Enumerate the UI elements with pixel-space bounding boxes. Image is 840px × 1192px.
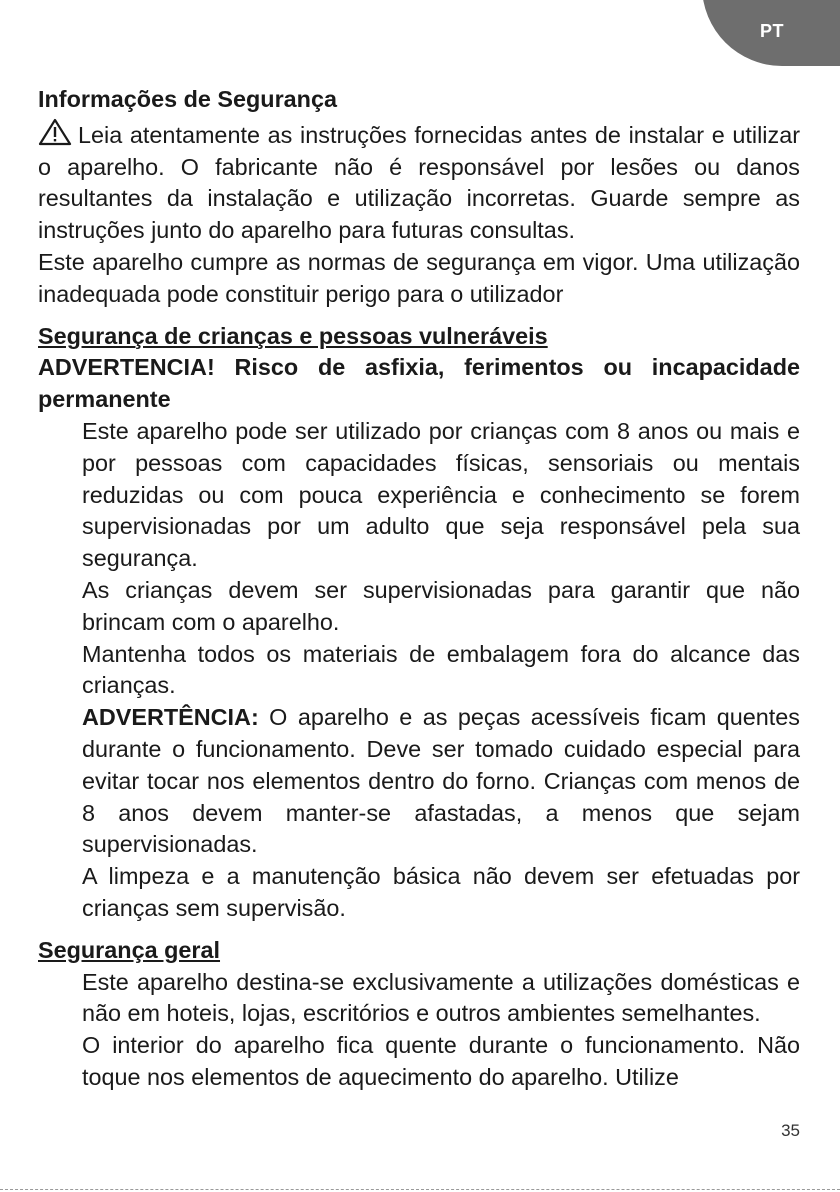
language-tab <box>702 0 840 66</box>
page-number: 35 <box>781 1121 800 1140</box>
general-section-title: Segurança geral <box>38 936 221 963</box>
intro-paragraph <box>38 118 800 247</box>
children-item-4-label: ADVERTÊNCIA: <box>82 704 259 731</box>
children-item-1: Este aparelho pode ser utilizado por crianças com 8 anos ou mais e por pessoas com capacidades físicas, sensoriais ou mentais reduzidas ou com pouca experiência e conhecimento se forem supervisionadas por um adulto que seja responsável pela sua segurança. <box>82 417 800 572</box>
page-title: Informações de Segurança <box>38 86 337 112</box>
general-item-2: O interior do aparelho fica quente durante o funcionamento. Não toque nos elementos de aquecimento do aparelho. Utilize <box>82 1032 800 1090</box>
children-warning: ADVERTENCIA! Risco de asfixia, ferimentos ou incapacidade permanente <box>38 354 800 413</box>
document-body <box>38 84 800 1094</box>
children-item-3: Mantenha todos os materiais de embalagem fora do alcance das crianças. <box>82 640 800 699</box>
children-item-5: A limpeza e a manutenção básica não devem ser efetuadas por crianças sem supervisão. <box>82 863 800 921</box>
intro-text-1: Leia atentamente as instruções fornecidas antes de instalar e utilizar o aparelho. O fabricante não é responsável por lesões ou danos resultantes da instalação e utilização incorretas. Guarde sempre as instruções junto do aparelho para futuras consultas. <box>38 121 800 244</box>
children-item-4 <box>38 702 800 861</box>
intro-text-2: Este aparelho cumpre as normas de segurança em vigor. Uma utilização inadequada pode constituir perigo para o utilizador <box>38 248 800 307</box>
language-tab-label: PT <box>759 21 784 41</box>
bottom-divider <box>0 1189 840 1190</box>
children-item-4-text: O aparelho e as peças acessíveis ficam quentes durante o funcionamento. Deve ser tomado cuidado especial para evitar tocar nos elementos dentro do forno. Crianças com menos de 8 anos devem manter-se afastadas, a menos que sejam supervisionadas. <box>82 704 800 858</box>
warning-triangle-icon <box>38 118 72 146</box>
children-section-title: Segurança de crianças e pessoas vulneráveis <box>38 322 548 349</box>
general-item-1: Este aparelho destina-se exclusivamente a utilizações domésticas e não em hoteis, lojas, escritórios e outros ambientes semelhantes. <box>82 968 800 1027</box>
children-item-2: As crianças devem ser supervisionadas para garantir que não brincam com o aparelho. <box>82 576 800 635</box>
